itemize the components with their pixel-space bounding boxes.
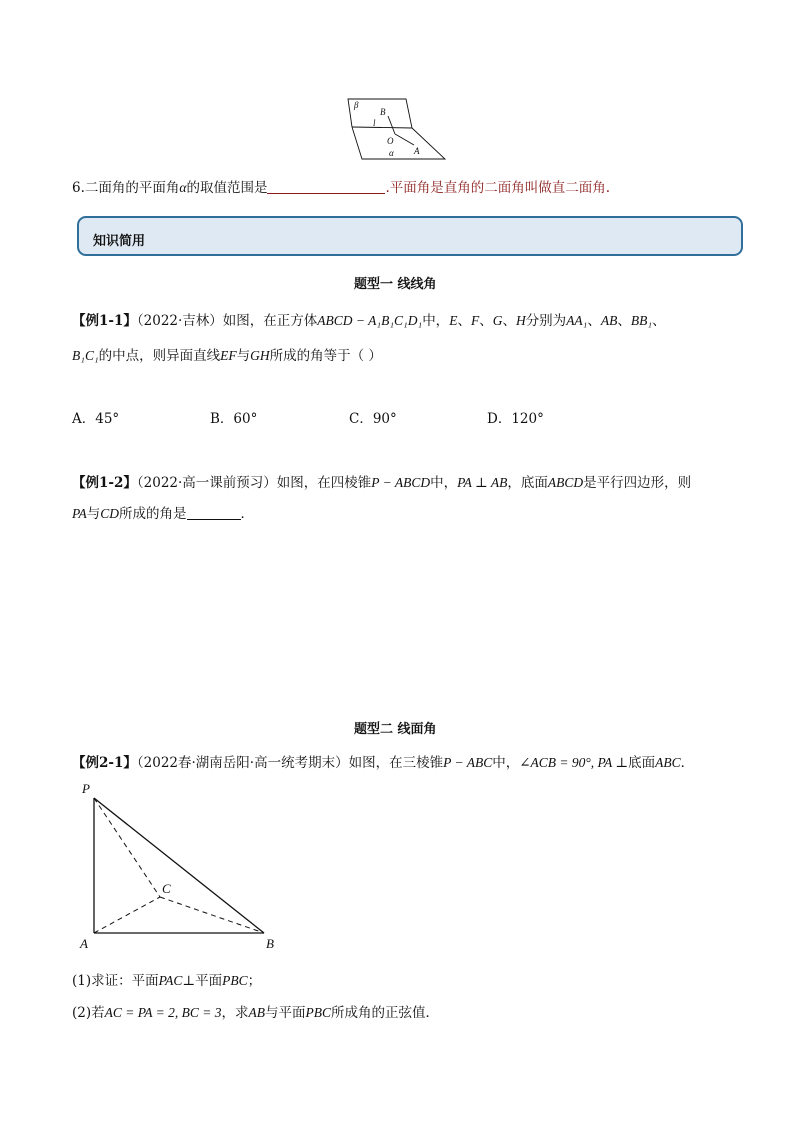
example2-1-text-b: 中，	[492, 755, 520, 771]
option-a[interactable]: A．45°	[72, 411, 120, 427]
example1-1-text-a: 如图，在正方体	[222, 313, 318, 329]
example1-2-text-c: ，底面	[507, 475, 548, 491]
segment-OA	[395, 134, 414, 145]
example2-1-source: （2022春·湖南岳阳·高一统考期末）	[136, 755, 349, 771]
option-c[interactable]: C．90°	[349, 411, 397, 427]
plane-PAC: PAC	[158, 973, 183, 988]
example1-2-line1	[72, 471, 691, 491]
segment-BB1: BB₁	[630, 313, 653, 328]
option-d[interactable]: D．120°	[487, 411, 544, 427]
q2-text-a: (2)若	[72, 1005, 105, 1021]
label-O: O	[387, 136, 394, 146]
q2-text-d: 所成角的正弦值．	[330, 1005, 439, 1021]
edge-l	[352, 127, 412, 128]
example1-1-source: （2022·吉林）	[136, 313, 223, 329]
example2-1-text-c: 底面	[628, 755, 656, 771]
example1-1-text-e: 所成的角等于（ ）	[269, 348, 382, 364]
edge-AC	[94, 897, 160, 933]
example1-1-text-b: 中，	[422, 313, 450, 329]
example1-1-text-c: 的中点，则异面直线	[98, 348, 221, 364]
sep: 、	[652, 313, 666, 329]
sep: 、	[617, 313, 631, 329]
example1-2-tag: 【例1-2】	[72, 475, 137, 491]
segment-AB-q2: AB	[248, 1005, 265, 1020]
condition-PA-perp-AB: PA ⊥ AB	[457, 475, 508, 490]
item6-var: α	[179, 180, 187, 195]
segment-AB: AB	[600, 313, 618, 328]
sep: 、	[587, 313, 601, 329]
label-B: B	[380, 107, 386, 117]
vertex-label-B: B	[266, 936, 274, 951]
segment-B1C1: B₁C₁	[72, 348, 99, 363]
label-beta: β	[354, 100, 359, 110]
plane-PBC-q2: PBC	[305, 1005, 331, 1020]
item-6	[72, 176, 610, 196]
example1-1-tag: 【例1-1】	[72, 313, 137, 329]
q2-text-b: ，求	[221, 1005, 249, 1021]
pyramid-PABC: P − ABC	[443, 755, 493, 770]
label-alpha: α	[389, 148, 394, 158]
plane-alpha-outline	[352, 127, 445, 159]
base-ABC: ABC	[655, 755, 681, 770]
edge-CB	[160, 897, 264, 933]
example2-1-text-a: 如图，在三棱锥	[348, 755, 444, 771]
example1-2-text-a: 如图，在四棱锥	[276, 475, 372, 491]
option-b[interactable]: B．60°	[210, 411, 258, 427]
segment-PA: PA	[72, 506, 87, 521]
example1-2-source: （2022·高一课前预习）	[136, 475, 277, 491]
line-EF: EF	[220, 348, 237, 363]
example1-1-cube: ABCD − A₁B₁C₁D₁	[317, 313, 423, 328]
sep: 、	[479, 313, 493, 329]
section2-title: 题型二 线面角	[354, 722, 437, 737]
example1-1-text-d: 与	[236, 348, 251, 364]
example1-2-text-f: 所成的角是	[119, 506, 187, 522]
question-2	[72, 1001, 439, 1021]
q2-text-c: 与平面	[264, 1005, 306, 1021]
banner-title: 知识简用	[93, 234, 146, 249]
point-G: G	[492, 313, 503, 328]
example1-1-resp: 分别为	[525, 313, 567, 329]
condition-angle-ACB: ∠ACB = 90°, PA ⊥	[519, 755, 629, 770]
point-F: F	[470, 313, 480, 328]
point-H: H	[515, 313, 526, 328]
vertex-label-A: A	[80, 936, 88, 951]
point-E: E	[449, 313, 458, 328]
example2-1-end: ．	[680, 755, 695, 771]
example1-2-text-d: 是平行四边形，则	[583, 475, 692, 491]
pyramid-figure	[76, 776, 286, 956]
segment-CD: CD	[100, 506, 120, 521]
label-l: l	[373, 118, 376, 128]
item6-prefix: 6.二面角的平面角	[72, 180, 180, 196]
edge-PC	[94, 798, 160, 897]
vertex-label-C: C	[162, 881, 171, 896]
example1-2-answer-blank[interactable]	[187, 507, 241, 520]
example1-2-text-b: 中，	[430, 475, 458, 491]
item6-middle: 的取值范围是	[186, 180, 268, 196]
plane-PBC: PBC	[222, 973, 248, 988]
item6-suffix: .平面角是直角的二面角叫做直二面角.	[385, 180, 611, 196]
sep: 、	[457, 313, 471, 329]
knowledge-banner	[77, 216, 743, 256]
q1-end: ；	[247, 973, 262, 989]
question-1	[72, 969, 261, 989]
q2-condition: AC = PA = 2, BC = 3	[104, 1005, 222, 1020]
segment-OB	[388, 116, 395, 134]
vertex-label-P: P	[82, 781, 90, 796]
item6-answer-blank[interactable]	[267, 181, 385, 194]
pyramid-PABCD: P − ABCD	[371, 475, 431, 490]
base-ABCD: ABCD	[547, 475, 584, 490]
label-A: A	[414, 146, 420, 156]
example1-2-end: ．	[240, 506, 255, 522]
q1-text-b: ⊥平面	[182, 973, 223, 989]
example1-1-line1	[72, 309, 666, 329]
dihedral-angle-figure	[340, 92, 452, 164]
section1-title: 题型一 线线角	[354, 277, 437, 292]
line-GH: GH	[250, 348, 270, 363]
sep: 、	[502, 313, 516, 329]
example1-2-text-e: 与	[86, 506, 101, 522]
example2-1-line	[72, 751, 694, 771]
edge-PB	[94, 798, 264, 933]
example2-1-tag: 【例2-1】	[72, 755, 137, 771]
example1-1-line2	[72, 344, 382, 364]
segment-AA1: AA₁	[566, 313, 588, 328]
example1-2-line2	[72, 502, 254, 522]
q1-text-a: (1)求证：平面	[72, 973, 159, 989]
